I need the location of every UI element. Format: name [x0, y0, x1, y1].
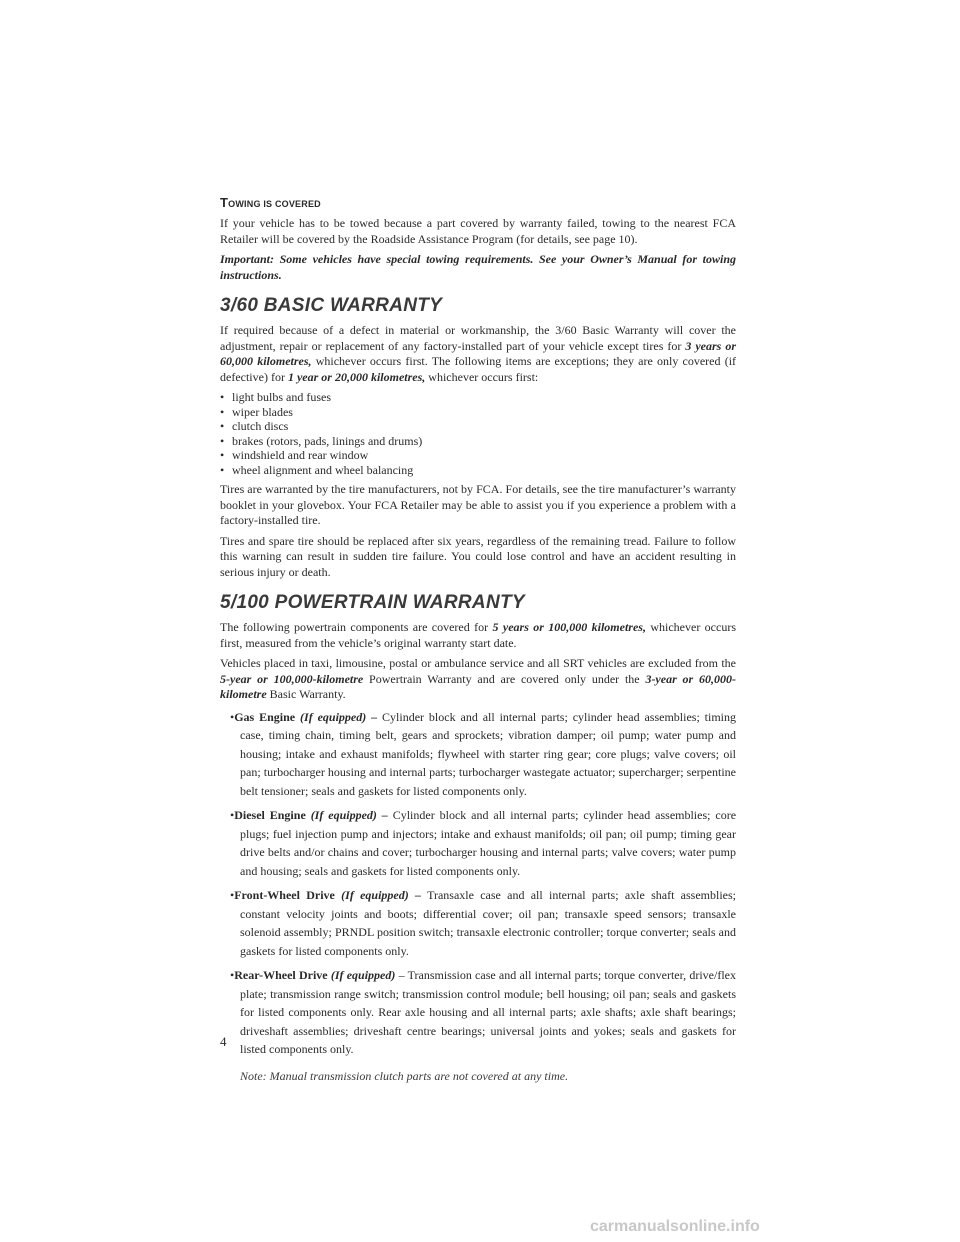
towing-important: Important: Some vehicles have special towing requirements. See your Owner’s Manual for towing instructions.	[220, 252, 736, 282]
towing-heading: TOWING IS COVERED	[220, 195, 321, 210]
powertrain-item-gas-engine: •Gas Engine (If equipped) – Cylinder block and all internal parts; cylinder head assemblies; timing case, timing chain, timing belt, gears and sprockets; vibration damper; oil pump; water pump and housing; intake and exhaust manifolds; flywheel with starter ring gear; core plugs; valve covers; oil pan; turbocharger housing and internal parts; turbocharger wastegate actuator; supercharger; serpentine belt tensioner; seals and gaskets for listed components only.	[230, 709, 737, 798]
basic-paragraph-3: Tires and spare tire should be replaced after six years, regardless of the remaining tread. Failure to follow this warning can result in sudden tire failure. You could lose control and have an accident resulting in serious injury or death.	[220, 533, 736, 579]
powertrain-paragraph-1: The following powertrain components are covered for 5 years or 100,000 kilometres, whichever occurs first, measured from the vehicle’s original warranty start date.	[220, 620, 737, 650]
powertrain-paragraph-2: Vehicles placed in taxi, limousine, postal or ambulance service and all SRT vehicles are excluded from the 5-year or 100,000-kilometre Powertrain Warranty and are covered only under the 3-year or 60,000-kilometre Basic Warranty.	[220, 656, 737, 701]
list-item: • light bulbs and fuses	[220, 390, 331, 404]
page-number: 4	[220, 1034, 227, 1049]
list-item: • windshield and rear window	[220, 448, 369, 462]
basic-warranty-title: 3/60 BASIC WARRANTY	[220, 295, 443, 316]
list-item: • wheel alignment and wheel balancing	[220, 462, 414, 477]
list-item: • clutch discs	[220, 419, 289, 433]
towing-paragraph: If your vehicle has to be towed because a part covered by warranty failed, towing to the nearest FCA Retailer will be covered by the Roadside Assistance Program (for details, see page 10).	[220, 216, 736, 246]
watermark: carmanualsonline.info	[590, 1218, 760, 1235]
exceptions-list	[220, 390, 736, 477]
powertrain-item-diesel-engine: •Diesel Engine (If equipped) – Cylinder block and all internal parts; cylinder head assemblies; core plugs; fuel injection pump and injectors; intake and exhaust manifolds; oil pan; oil pump; timing gear drive belts and/or chains and cover; turbocharger housing and internal parts; valve covers; water pump and housing; seals and gaskets for listed components only.	[230, 808, 737, 878]
powertrain-item-rear-wheel-drive: •Rear-Wheel Drive (If equipped) – Transmission case and all internal parts; torque converter, drive/flex plate; transmission range switch; transmission control module; bell housing; oil pan; seals and gaskets for listed components only. Rear axle housing and all internal parts; axle shafts; axle shaft bearings; driveshaft assemblies; driveshaft centre bearings; universal joints and yokes; seals and gaskets for listed components only.	[230, 968, 736, 1056]
manual-transmission-note: Note: Manual transmission clutch parts are not covered at any time.	[240, 1068, 569, 1083]
powertrain-item-front-wheel-drive: •Front-Wheel Drive (If equipped) – Transaxle case and all internal parts; axle shaft assemblies; constant velocity joints and boots; differential cover; oil pan; transaxle speed sensors; transaxle solenoid assembly; PRNDL position switch; transaxle electronic controller; torque converter; seals and gaskets for listed components only.	[230, 888, 736, 958]
page-content	[220, 195, 736, 1084]
list-item: • brakes (rotors, pads, linings and drums)	[220, 433, 423, 448]
basic-paragraph-1: If required because of a defect in material or workmanship, the 3/60 Basic Warranty will cover the adjustment, repair or replacement of any factory-installed part of your vehicle except tires for 3 years or 60,000 kilometres, whichever occurs first. The following items are exceptions; they are only covered (if defective) for 1 year or 20,000 kilometres, whichever occurs first:	[220, 323, 737, 384]
list-item: • wiper blades	[220, 404, 293, 419]
basic-paragraph-2: Tires are warranted by the tire manufacturers, not by FCA. For details, see the tire manufacturer’s warranty booklet in your glovebox. Your FCA Retailer may be able to assist you if you experience a problem with a factory-installed tire.	[220, 482, 736, 527]
powertrain-warranty-title: 5/100 POWERTRAIN WARRANTY	[220, 592, 525, 613]
